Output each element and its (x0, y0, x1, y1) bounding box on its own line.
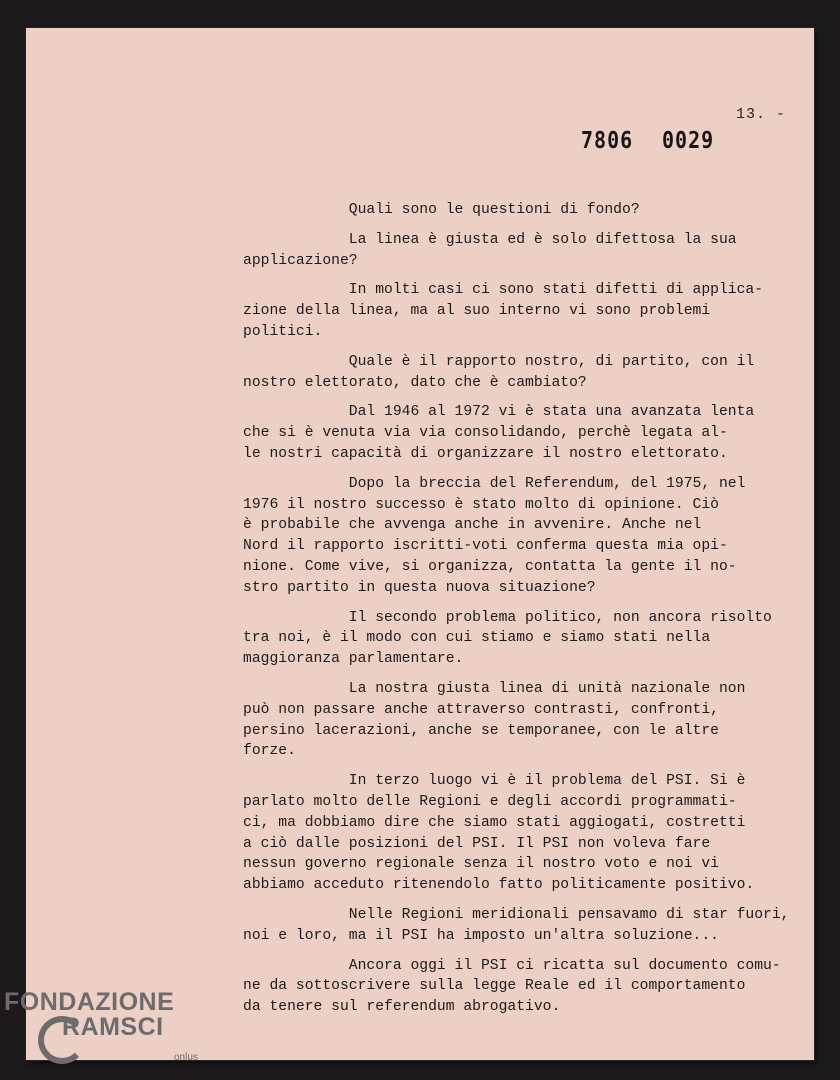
paragraph: Quale è il rapporto nostro, di partito, con il nostro elettorato, dato che è cambiato? (243, 353, 755, 391)
archive-code-first: 7806 (581, 126, 634, 154)
paragraph: La nostra giusta linea di unità nazionale non può non passare anche attraverso contrasti, confronti, persino lacerazioni, anche se temporanee, con le altre forze. (243, 680, 746, 760)
paragraph: Ancora oggi il PSI ci ricatta sul documento comu- ne da sottoscrivere sulla legge Reale ed il comportamento da tenere sul referendum abrogativo. (243, 957, 781, 1016)
paragraph: Quali sono le questioni di fondo? (243, 202, 640, 218)
paragraph: Dal 1946 al 1972 vi è stata una avanzata lenta che si è venuta via via consolidando, perchè legata al- le nostri capacità di organizzare il nostro elettorato. (243, 404, 755, 462)
page-number: 13. - (736, 106, 787, 123)
body-text (243, 200, 803, 1027)
paragraph: Dopo la breccia del Referendum, del 1975, nel 1976 il nostro successo è stato molto di opinione. Ciò è probabile che avvenga anche in avvenire. Anche nel Nord il rapporto iscritti-voti conferma questa mia opi- nione. Come vive, si organizza, contatta la gente il no- stro partito in questa nuova situazione? (243, 475, 746, 596)
paragraph: In molti casi ci sono stati difetti di applica- zione della linea, ma al suo interno vi sono problemi politici. (243, 282, 764, 340)
paragraph: Nelle Regioni meridionali pensavamo di star fuori, noi e loro, ma il PSI ha imposto un'altra soluzione... (243, 906, 790, 944)
paragraph: Il secondo problema politico, non ancora risolto tra noi, è il modo con cui stiamo e siamo stati nella maggioranza parlamentare. (243, 609, 772, 668)
logo-line-gramsci: RAMSCI (62, 1013, 164, 1041)
logo-g-icon (38, 1016, 86, 1064)
logo-onlus: onlus (174, 1052, 198, 1063)
archive-code-second: 0029 (662, 126, 715, 154)
paragraph: In terzo luogo vi è il problema del PSI. Si è parlato molto delle Regioni e degli accordi programmati- ci, ma dobbiamo dire che siamo stati aggiogati, costretti a ciò dalle posizioni del PSI. Il PSI non voleva fare nessun governo regionale senza il nostro voto e noi vi abbiamo acceduto ritenendolo fatto politicamente positivo. (243, 773, 755, 894)
paragraph: La linea è giusta ed è solo difettosa la sua applicazione? (243, 231, 737, 269)
logo-line-fondazione: FONDAZIONE (4, 988, 175, 1016)
fondazione-gramsci-logo (4, 988, 198, 1063)
